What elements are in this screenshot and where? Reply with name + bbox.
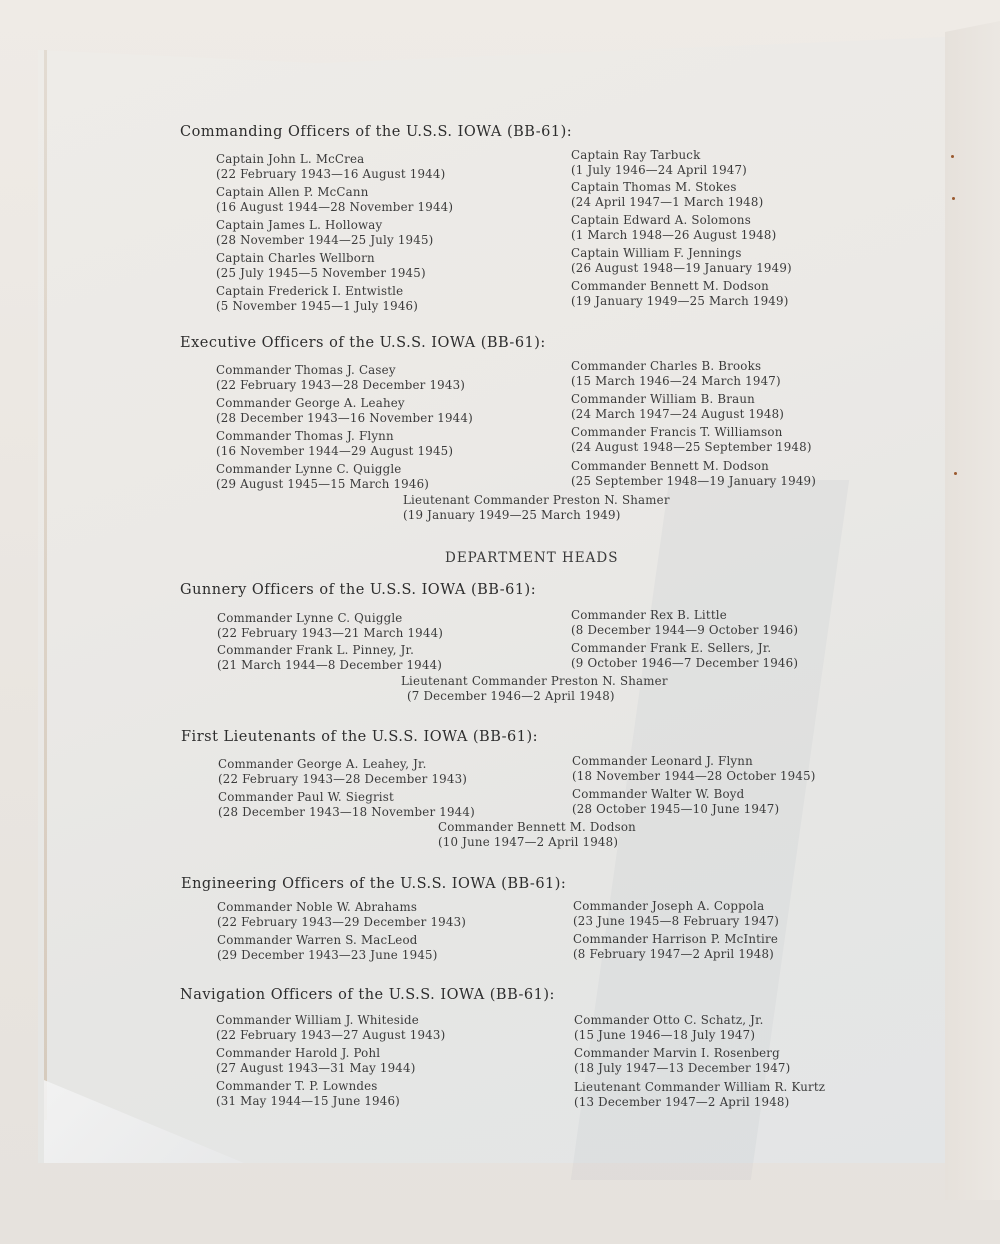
staple-mark	[954, 472, 957, 475]
officer-entry	[573, 932, 778, 962]
officer-dates: (1 July 1946—24 April 1947)	[571, 163, 747, 177]
officer-name: Commander George A. Leahey	[216, 396, 405, 410]
officer-name: Commander Charles B. Brooks	[571, 359, 762, 373]
officer-entry	[216, 251, 426, 281]
officer-dates: (24 April 1947—1 March 1948)	[571, 195, 764, 209]
officer-entry	[403, 493, 670, 523]
officer-dates: (25 July 1945—5 November 1945)	[216, 266, 426, 280]
officer-name: Captain Allen P. McCann	[216, 185, 369, 199]
officer-dates: (21 March 1944—8 December 1944)	[217, 658, 443, 672]
officer-dates: (24 March 1947—24 August 1948)	[571, 407, 785, 421]
officer-dates: (22 February 1943—28 December 1943)	[218, 772, 468, 786]
officer-name: Commander Marvin I. Rosenberg	[574, 1046, 780, 1060]
officer-dates: (15 March 1946—24 March 1947)	[571, 374, 781, 388]
officer-entry	[572, 754, 816, 784]
section-title-first-lieutenants: First Lieutenants of the U.S.S. IOWA (BB-61):	[181, 729, 539, 745]
officer-name: Commander Noble W. Abrahams	[217, 900, 418, 914]
officer-entry	[571, 213, 776, 243]
officer-name: Commander Paul W. Siegrist	[218, 790, 394, 804]
officer-entry	[571, 148, 747, 178]
officer-name: Commander Walter W. Boyd	[572, 787, 745, 801]
officer-entry	[217, 900, 466, 930]
officer-dates: (22 February 1943—29 December 1943)	[217, 915, 467, 929]
officer-entry	[571, 459, 816, 489]
officer-dates: (16 August 1944—28 November 1944)	[216, 200, 454, 214]
officer-name: Commander Harold J. Pohl	[216, 1046, 381, 1060]
officer-dates: (18 July 1947—13 December 1947)	[574, 1061, 791, 1075]
officer-dates: (5 November 1945—1 July 1946)	[216, 299, 419, 313]
officer-dates: (19 January 1949—25 March 1949)	[403, 508, 621, 522]
officer-name: Captain James L. Holloway	[216, 218, 383, 232]
officer-name: Commander T. P. Lowndes	[216, 1079, 378, 1093]
officer-dates: (22 February 1943—28 December 1943)	[216, 378, 466, 392]
section-title-gunnery: Gunnery Officers of the U.S.S. IOWA (BB-61):	[180, 582, 537, 598]
officer-name: Commander Bennett M. Dodson	[571, 279, 769, 293]
officer-entry	[573, 899, 779, 929]
officer-dates: (29 December 1943—23 June 1945)	[217, 948, 438, 962]
officer-dates: (16 November 1944—29 August 1945)	[216, 444, 454, 458]
section-title-commanding: Commanding Officers of the U.S.S. IOWA (BB-61):	[180, 124, 573, 140]
officer-name: Commander Francis T. Williamson	[571, 425, 783, 439]
officer-name: Commander Leonard J. Flynn	[572, 754, 753, 768]
officer-entry	[572, 787, 779, 817]
officer-name: Lieutenant Commander Preston N. Shamer	[401, 674, 668, 688]
officer-dates: (28 October 1945—10 June 1947)	[572, 802, 780, 816]
officer-dates: (22 February 1943—16 August 1944)	[216, 167, 446, 181]
officer-dates: (22 February 1943—21 March 1944)	[217, 626, 444, 640]
officer-entry	[216, 185, 453, 215]
officer-dates: (10 June 1947—2 April 1948)	[438, 835, 619, 849]
officer-entry	[571, 180, 763, 210]
officer-dates: (28 December 1943—18 November 1944)	[218, 805, 475, 819]
officer-entry	[574, 1080, 825, 1110]
officer-dates: (24 August 1948—25 September 1948)	[571, 440, 812, 454]
officer-name: Captain Thomas M. Stokes	[571, 180, 737, 194]
officer-name: Commander William J. Whiteside	[216, 1013, 419, 1027]
officer-entry	[216, 1013, 445, 1043]
officer-entry	[571, 392, 784, 422]
staple-mark	[952, 197, 955, 200]
officer-entry	[216, 1079, 400, 1109]
officer-entry	[217, 611, 443, 641]
officer-name: Commander Lynne C. Quiggle	[216, 462, 402, 476]
officer-entry	[401, 674, 668, 704]
officer-entry	[571, 279, 789, 309]
officer-dates: (13 December 1947—2 April 1948)	[574, 1095, 790, 1109]
officer-entry	[218, 790, 475, 820]
officer-entry	[216, 429, 453, 459]
officer-dates: (29 August 1945—15 March 1946)	[216, 477, 430, 491]
officer-name: Captain Ray Tarbuck	[571, 148, 701, 162]
officer-name: Commander William B. Braun	[571, 392, 755, 406]
officer-name: Captain Edward A. Solomons	[571, 213, 751, 227]
officer-name: Commander Bennett M. Dodson	[571, 459, 769, 473]
officer-entry	[216, 152, 445, 182]
officer-name: Commander Thomas J. Casey	[216, 363, 396, 377]
officer-dates: (18 November 1944—28 October 1945)	[572, 769, 816, 783]
officer-name: Captain William F. Jennings	[571, 246, 742, 260]
officer-dates: (8 December 1944—9 October 1946)	[571, 623, 799, 637]
officer-name: Commander Joseph A. Coppola	[573, 899, 765, 913]
officer-name: Commander Otto C. Schatz, Jr.	[574, 1013, 764, 1027]
section-title-engineering: Engineering Officers of the U.S.S. IOWA (BB-61):	[181, 876, 567, 892]
officer-entry	[571, 608, 798, 638]
officer-dates: (31 May 1944—15 June 1946)	[216, 1094, 400, 1108]
officer-dates: (1 March 1948—26 August 1948)	[571, 228, 777, 242]
officer-entry	[218, 757, 467, 787]
officer-name: Captain Frederick I. Entwistle	[216, 284, 404, 298]
officer-entry	[574, 1013, 764, 1043]
officer-dates: (7 December 1946—2 April 1948)	[407, 689, 615, 703]
officer-dates: (19 January 1949—25 March 1949)	[571, 294, 789, 308]
officer-name: Commander Bennett M. Dodson	[438, 820, 636, 834]
officer-entry	[217, 643, 442, 673]
officer-dates: (8 February 1947—2 April 1948)	[573, 947, 774, 961]
page-edge	[44, 50, 47, 1120]
officer-entry	[216, 284, 418, 314]
officer-dates: (9 October 1946—7 December 1946)	[571, 656, 799, 670]
officer-name: Commander Frank E. Sellers, Jr.	[571, 641, 772, 655]
officer-dates: (28 November 1944—25 July 1945)	[216, 233, 434, 247]
officer-name: Commander Thomas J. Flynn	[216, 429, 394, 443]
officer-dates: (15 June 1946—18 July 1947)	[574, 1028, 756, 1042]
section-title-executive: Executive Officers of the U.S.S. IOWA (BB-61):	[180, 335, 546, 351]
officer-name: Lieutenant Commander William R. Kurtz	[574, 1080, 826, 1094]
section-title-navigation: Navigation Officers of the U.S.S. IOWA (BB-61):	[180, 987, 555, 1003]
officer-entry	[571, 641, 798, 671]
department-heads-heading: DEPARTMENT HEADS	[445, 550, 619, 566]
officer-entry	[216, 218, 433, 248]
officer-dates: (28 December 1943—16 November 1944)	[216, 411, 473, 425]
officer-dates: (23 June 1945—8 February 1947)	[573, 914, 780, 928]
officer-dates: (27 August 1943—31 May 1944)	[216, 1061, 416, 1075]
officer-entry	[216, 462, 429, 492]
officer-entry	[571, 359, 781, 389]
officer-dates: (26 August 1948—19 January 1949)	[571, 261, 792, 275]
officer-entry	[216, 363, 465, 393]
officer-entry	[216, 1046, 416, 1076]
officer-name: Commander Frank L. Pinney, Jr.	[217, 643, 415, 657]
officer-name: Captain Charles Wellborn	[216, 251, 375, 265]
officer-entry	[216, 396, 473, 426]
officer-name: Captain John L. McCrea	[216, 152, 365, 166]
officer-entry	[438, 820, 636, 850]
officer-name: Commander George A. Leahey, Jr.	[218, 757, 427, 771]
officer-name: Lieutenant Commander Preston N. Shamer	[403, 493, 670, 507]
officer-dates: (25 September 1948—19 January 1949)	[571, 474, 817, 488]
officer-name: Commander Rex B. Little	[571, 608, 727, 622]
officer-entry	[574, 1046, 790, 1076]
officer-name: Commander Harrison P. McIntire	[573, 932, 779, 946]
officer-dates: (22 February 1943—27 August 1943)	[216, 1028, 446, 1042]
officer-entry	[571, 246, 792, 276]
officer-entry	[217, 933, 438, 963]
officer-name: Commander Warren S. MacLeod	[217, 933, 418, 947]
officer-name: Commander Lynne C. Quiggle	[217, 611, 403, 625]
officer-entry	[571, 425, 812, 455]
staple-mark	[951, 155, 954, 158]
